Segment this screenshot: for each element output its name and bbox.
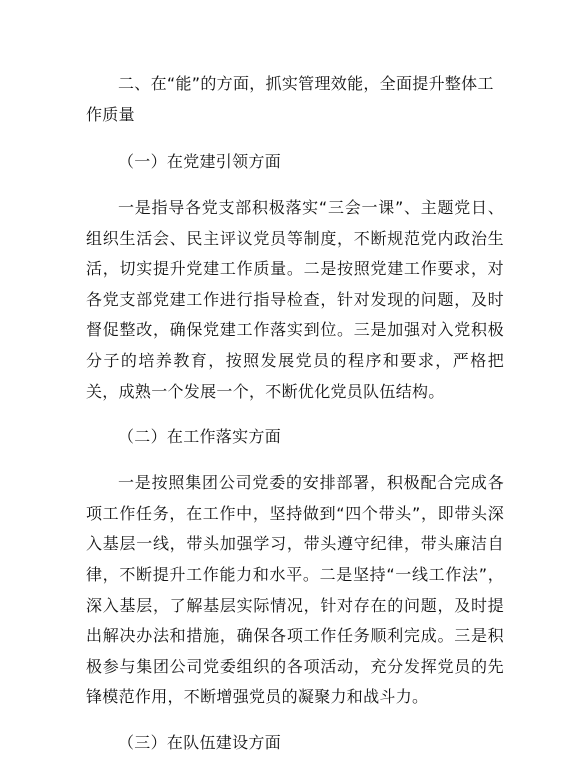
subsection-title-party-building: （一）在党建引领方面 xyxy=(118,152,282,171)
paragraph-work-implementation: 一是按照集团公司党委的安排部署，积极配合完成各项工作任务，在工作中，坚持做到“四个带头”，即带头深入基层一线，带头加强学习，带头遵守纪律，带头廉洁自律，不断提升工作能力和水平。二是坚持“一线工作法”，深入基层，了解基层实际情况，针对存在的问题，及时提出解决办法和措施，确保各项工作任务顺利完成。三是积极参与集团公司党委组织的各项活动，充分发挥党员的先锋模范作用，不断增强党员的凝聚力和战斗力。 xyxy=(86,473,504,707)
section-heading: 二、在“能”的方面，抓实管理效能，全面提升整体工作质量 xyxy=(86,74,494,124)
subsection-title-team-building: （三）在队伍建设方面 xyxy=(118,732,282,752)
paragraph-party-building: 一是指导各党支部积极落实“三会一课”、主题党日、组织生活会、民主评议党员等制度，不断规范党内政治生活，切实提升党建工作质量。二是按照党建工作要求，对各党支部党建工作进行指导检查，针对发现的问题，及时督促整改，确保党建工作落实到位。三是加强对入党积极分子的培养教育，按照发展党员的程序和要求，严格把关，成熟一个发展一个，不断优化党员队伍结构。 xyxy=(86,198,504,401)
document-body xyxy=(86,68,504,774)
subsection-title-work-implementation: （二）在工作落实方面 xyxy=(118,427,282,447)
